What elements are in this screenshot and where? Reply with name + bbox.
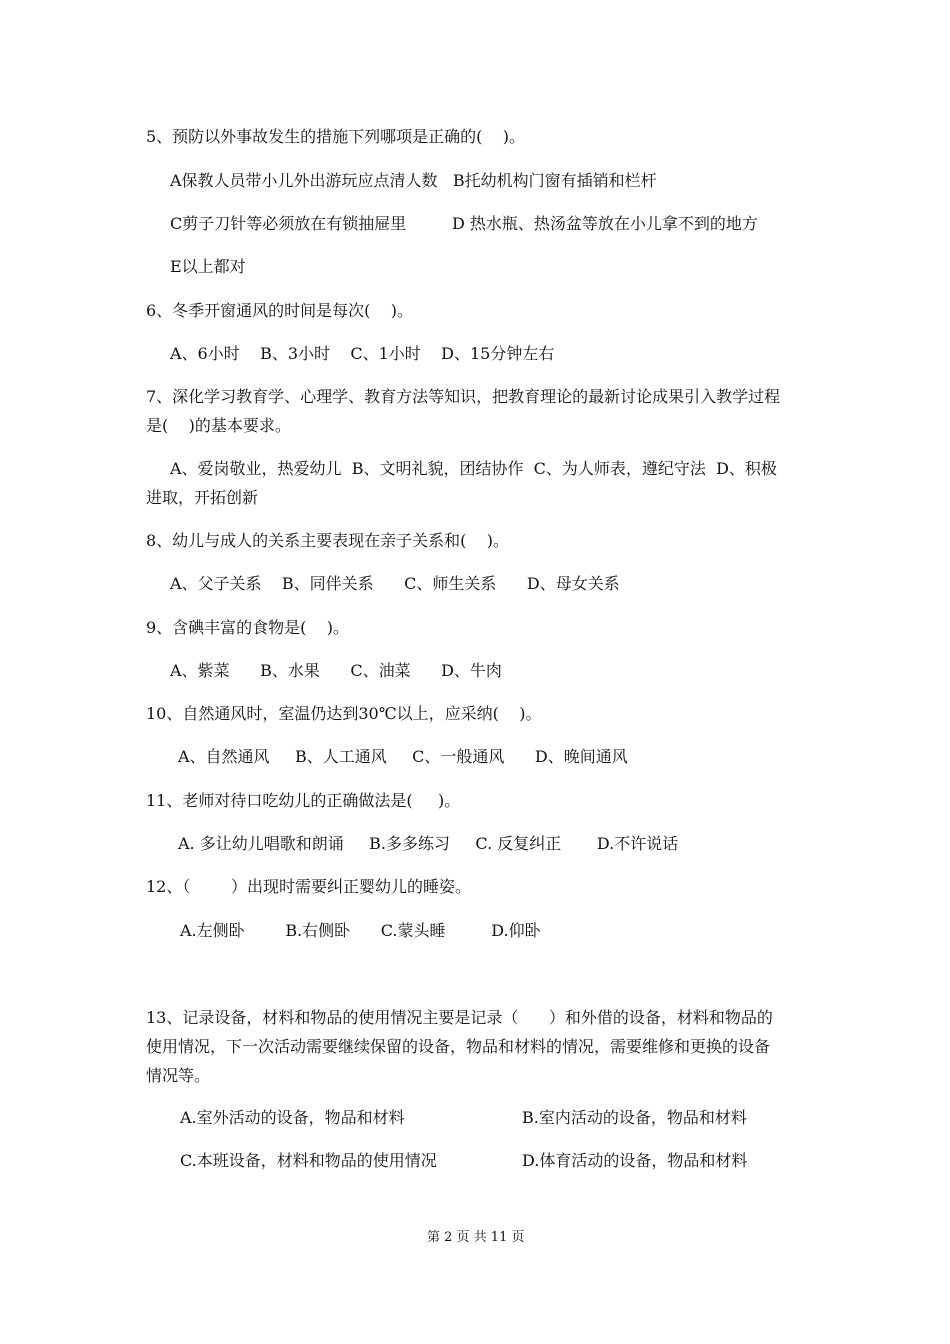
question-7-stem-line: 是( )的基本要求。 — [146, 416, 291, 435]
question-13-stem-line: 13、记录设备，材料和物品的使用情况主要是记录（ ）和外借的设备，材料和物品的 — [146, 1008, 773, 1027]
question-9-stem: 9、含碘丰富的食物是( )。 — [146, 618, 350, 637]
question-5-option-line: C剪子刀针等必须放在有锁抽屉里 D 热水瓶、热汤盆等放在小儿拿不到的地方 — [170, 214, 758, 233]
question-13-stem-line: 情况等。 — [146, 1066, 211, 1085]
page-number: 第 2 页 共 11 页 — [427, 1230, 525, 1245]
question-8-options: A、父子关系 B、同伴关系 C、师生关系 D、母女关系 — [170, 574, 620, 593]
question-6-stem: 6、冬季开窗通风的时间是每次( )。 — [146, 301, 414, 320]
question-13-option-a: A.室外活动的设备，物品和材料 — [180, 1108, 405, 1127]
question-13-option-d: D.体育活动的设备，物品和材料 — [522, 1151, 748, 1170]
question-9-options: A、紫菜 B、水果 C、油菜 D、牛肉 — [170, 661, 502, 680]
question-5-option-line: E以上都对 — [170, 257, 246, 276]
question-10-stem: 10、自然通风时，室温仍达到30℃以上，应采纳( )。 — [146, 704, 542, 723]
question-12-stem: 12、（ ）出现时需要纠正婴幼儿的睡姿。 — [146, 877, 472, 896]
question-7-stem-line: 7、深化学习教育学、心理学、教育方法等知识，把教育理论的最新讨论成果引入教学过程 — [146, 387, 781, 406]
question-6-options: A、6小时 B、3小时 C、1小时 D、15分钟左右 — [170, 344, 555, 363]
question-5-stem: 5、预防以外事故发生的措施下列哪项是正确的( )。 — [146, 127, 526, 146]
question-12-options: A.左侧卧 B.右侧卧 C.蒙头睡 D.仰卧 — [180, 921, 541, 940]
question-7-option-line: 进取，开拓创新 — [146, 488, 259, 507]
question-5-option-line: A保教人员带小儿外出游玩应点清人数 B托幼机构门窗有插销和栏杆 — [170, 171, 657, 190]
question-10-options: A、自然通风 B、人工通风 C、一般通风 D、晚间通风 — [178, 747, 628, 766]
question-11-options: A. 多让幼儿唱歌和朗诵 B.多多练习 C. 反复纠正 D.不许说话 — [178, 834, 679, 853]
question-13-option-b: B.室内活动的设备，物品和材料 — [522, 1108, 747, 1127]
question-11-stem: 11、老师对待口吃幼儿的正确做法是( )。 — [146, 791, 461, 810]
question-13-stem-line: 使用情况，下一次活动需要继续保留的设备，物品和材料的情况，需要维修和更换的设备 — [146, 1037, 771, 1056]
question-13-option-c: C.本班设备，材料和物品的使用情况 — [180, 1151, 437, 1170]
question-8-stem: 8、幼儿与成人的关系主要表现在亲子关系和( )。 — [146, 531, 510, 550]
question-7-option-line: A、爱岗敬业，热爱幼儿 B、文明礼貌，团结协作 C、为人师表，遵纪守法 D、积极 — [170, 459, 777, 478]
